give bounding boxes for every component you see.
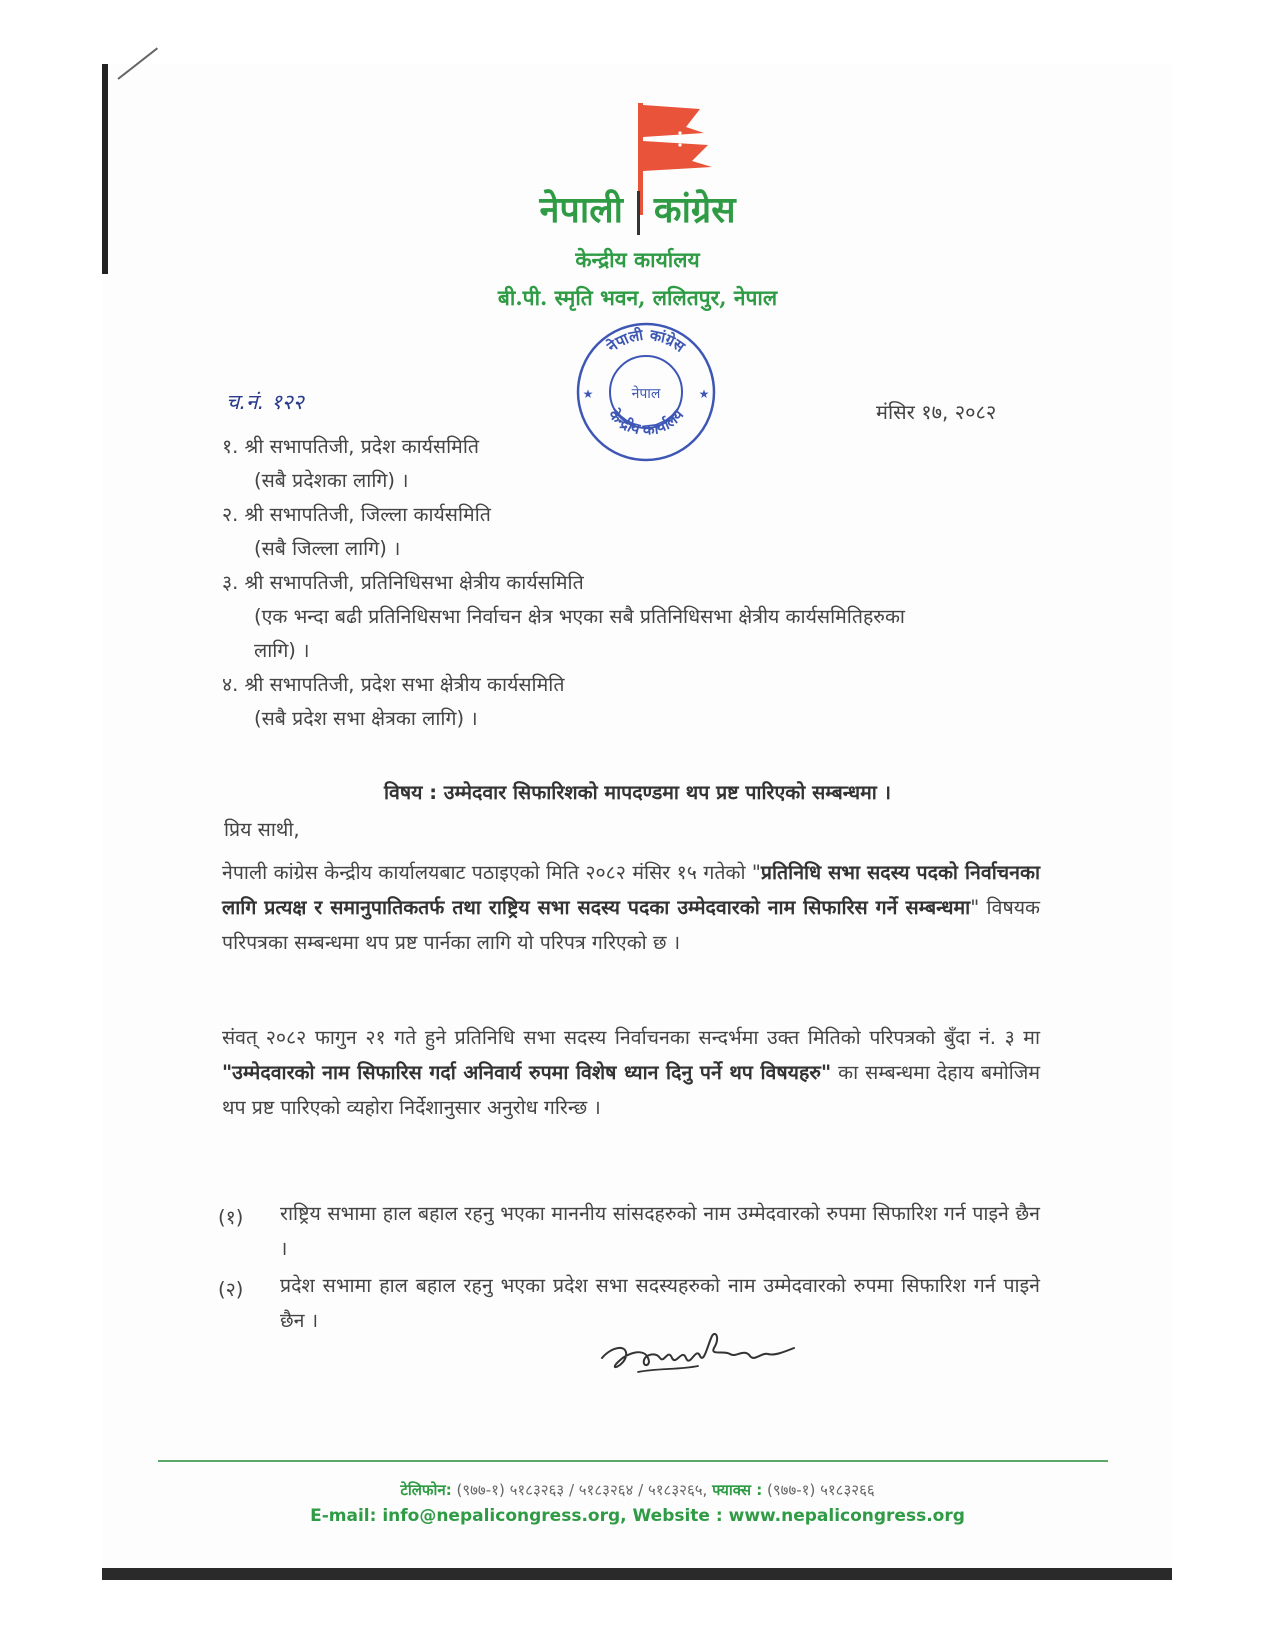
website-label: Website : xyxy=(632,1506,723,1526)
salutation: प्रिय साथी, xyxy=(224,818,300,841)
recipient-2-line2: (सबै जिल्ला लागि) । xyxy=(254,537,401,560)
seal-star-left: ★ xyxy=(582,387,594,401)
recipient-4-line2: (सबै प्रदेश सभा क्षेत्रका लागि) । xyxy=(254,707,478,730)
org-name-right: कांग्रेस xyxy=(653,189,736,231)
recipient-1-line1: १. श्री सभापतिजी, प्रदेश कार्यसमिति xyxy=(222,435,479,458)
scan-edge-bottom xyxy=(102,1568,1172,1580)
recipient-1-line2: (सबै प्रदेशका लागि) । xyxy=(254,469,409,492)
signature xyxy=(598,1318,838,1378)
fax-label: फ्याक्स : xyxy=(712,1481,763,1499)
letterhead-title xyxy=(0,184,1275,235)
point-2-text: प्रदेश सभामा हाल बहाल रहनु भएका प्रदेश सभा सदस्यहरुको नाम उम्मेदवारको रुपमा सिफारिश गर्न पाइने छैन । xyxy=(280,1274,1040,1332)
point-2-number: (२) xyxy=(218,1278,244,1301)
footer-divider xyxy=(158,1460,1108,1462)
paragraph-2 xyxy=(222,1020,1040,1125)
recipient-2-line1: २. श्री सभापतिजी, जिल्ला कार्यसमिति xyxy=(222,503,491,526)
point-1-number: (१) xyxy=(218,1206,244,1229)
scan-edge-left xyxy=(102,64,108,274)
footer-contact-line xyxy=(0,1506,1275,1526)
recipient-4-line1: ४. श्री सभापतिजी, प्रदेश सभा क्षेत्रीय कार्यसमिति xyxy=(222,673,565,696)
paragraph-2-tail: का सम्बन्धमा देहाय बमोजिम थप प्रष्ट पारिएको व्यहोरा निर्देशानुसार अनुरोध गरिन्छ । xyxy=(222,1061,1040,1119)
website-url: www.nepalicongress.org xyxy=(728,1506,965,1526)
paragraph-1-tail: " विषयक परिपत्रका सम्बन्धमा थप प्रष्ट पार्नका लागि यो परिपत्र गरिएको छ । xyxy=(222,896,1041,954)
letter-subject: विषय : उम्मेदवार सिफारिशको मापदण्डमा थप प्रष्ट पारिएको सम्बन्धमा । xyxy=(383,781,892,804)
recipient-3-line2: (एक भन्दा बढी प्रतिनिधिसभा निर्वाचन क्षेत्र भएका सबै प्रतिनिधिसभा क्षेत्रीय कार्यसमितिहरुका xyxy=(254,605,905,628)
seal-bottom-text: केन्द्रीय कार्यालय xyxy=(604,405,688,440)
org-name-left: नेपाली xyxy=(539,189,623,231)
email-label: E-mail: xyxy=(310,1506,377,1526)
seal-top-text: नेपाली कांग्रेस xyxy=(603,325,689,356)
recipient-3-line1: ३. श्री सभापतिजी, प्रतिनिधिसभा क्षेत्रीय कार्यसमिति xyxy=(222,571,584,594)
phone-label: टेलिफोन: xyxy=(400,1481,452,1499)
paragraph-1-lead: नेपाली कांग्रेस केन्द्रीय कार्यालयबाट पठाइएको मिति २०८२ मंसिर १५ गतेको " xyxy=(222,861,761,884)
office-address: बी.पी. स्मृति भवन, ललितपुर, नेपाल xyxy=(497,285,778,310)
reference-number: च.नं. १२२ xyxy=(226,390,304,414)
seal-center-text: नेपाल xyxy=(631,386,661,402)
seal-star-right: ★ xyxy=(698,387,710,401)
recipient-3-line3: लागि) । xyxy=(254,639,310,662)
official-seal xyxy=(572,318,720,466)
footer-phone-line xyxy=(0,1480,1275,1500)
letter-date: मंसिर १७, २०८२ xyxy=(876,400,997,424)
point-1-text: राष्ट्रिय सभामा हाल बहाल रहनु भएका माननीय सांसदहरुको नाम उम्मेदवारको रुपमा सिफारिश गर्न पाइने छैन । xyxy=(280,1202,1040,1260)
paragraph-1 xyxy=(222,855,1040,960)
svg-text:केन्द्रीय कार्यालय xyxy=(604,405,688,439)
email-address: info@nepalicongress.org, xyxy=(382,1506,627,1526)
phone-numbers: (९७७-१) ५१८३२६३ / ५१८३२६४ / ५१८३२६५, xyxy=(456,1481,708,1499)
paragraph-2-lead: संवत् २०८२ फागुन २१ गते हुने प्रतिनिधि सभा सदस्य निर्वाचनका सन्दर्भमा उक्त मितिको परिपत्रको बुँदा नं. ३ मा xyxy=(222,1026,1040,1049)
title-divider xyxy=(637,191,640,235)
paragraph-1-bold: प्रतिनिधि सभा सदस्य पदको निर्वाचनका लागि प्रत्यक्ष र समानुपातिकतर्फ तथा राष्ट्रिय सभा सदस्य पदका उम्मेदवारको नाम सिफारिस गर्ने सम्बन्धमा xyxy=(222,861,1040,919)
office-name: केन्द्रीय कार्यालय xyxy=(575,247,700,272)
fax-number: (९७७-१) ५१८३२६६ xyxy=(767,1481,875,1499)
paragraph-2-bold: "उम्मेदवारको नाम सिफारिस गर्दा अनिवार्य रुपमा विशेष ध्यान दिनु पर्ने थप विषयहरु" xyxy=(222,1061,832,1084)
